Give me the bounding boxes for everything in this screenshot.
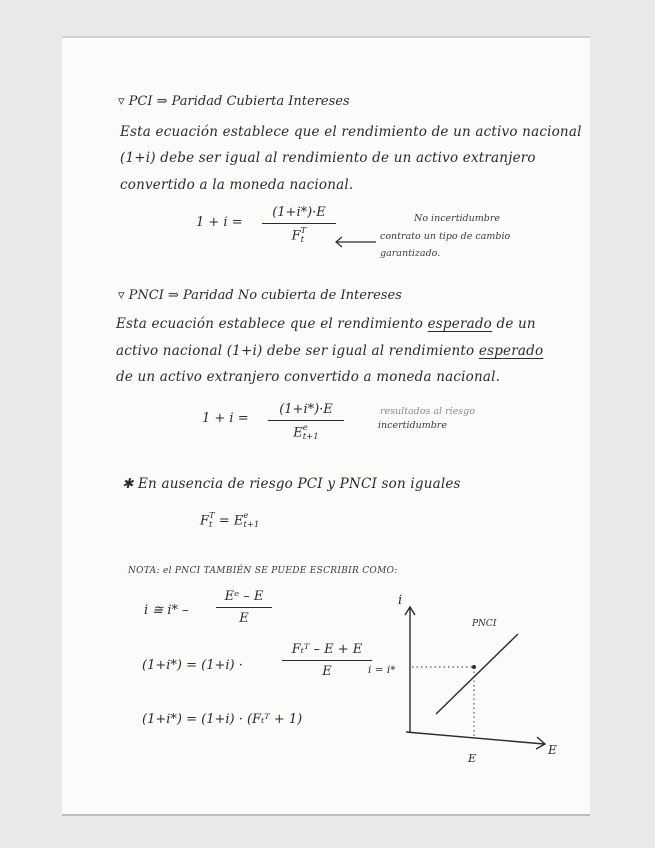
fraction-denominator: E xyxy=(239,611,249,626)
pnci-equation-denominator: E e t+1 xyxy=(293,423,319,442)
nota-formula-1-fraction xyxy=(216,589,272,626)
x-point-label: E xyxy=(468,752,477,765)
pnci-equation-fraction xyxy=(268,402,344,442)
nota-formula-2-lhs: (1+i*) = (1+i) · xyxy=(142,658,243,673)
pci-equation-lhs: 1 + i = xyxy=(196,215,243,230)
fraction-denominator: E xyxy=(322,664,332,679)
pci-heading: ▿ PCI ⇒ Paridad Cubierta Intereses xyxy=(118,94,350,109)
pci-equation-numerator: (1+i*)·E xyxy=(272,205,326,220)
pci-note-line: garantizado. xyxy=(380,248,441,259)
arrow-left-icon xyxy=(332,236,378,248)
pci-paragraph-line: Esta ecuación establece que el rendimiento de un activo nacional xyxy=(120,124,582,140)
equality-statement: ✱ En ausencia de riesgo PCI y PNCI son iguales xyxy=(122,476,461,492)
pnci-paragraph-line: de un activo extranjero convertido a moneda nacional. xyxy=(116,369,501,385)
pnci-heading: ▿ PNCI ⇒ Paridad No cubierta de Intereses xyxy=(118,288,402,303)
equality-equation: F T t = E e t+1 xyxy=(200,511,260,530)
fraction-bar xyxy=(262,223,336,224)
fraction-bar xyxy=(268,420,344,421)
fraction-numerator: Fₜᵀ – E + E xyxy=(291,642,363,657)
fraction-bar xyxy=(282,660,372,661)
nota-formula-2-fraction xyxy=(282,642,372,679)
pci-note-line: No incertidumbre xyxy=(414,213,501,224)
underlined-word: esperado xyxy=(478,343,544,359)
pci-equation-fraction xyxy=(262,205,336,245)
pnci-graph xyxy=(362,594,562,770)
pnci-curve xyxy=(436,634,518,714)
pci-paragraph-line: (1+i) debe ser igual al rendimiento de un activo extranjero xyxy=(120,150,536,166)
nota-formula-1-lhs: i ≅ i* – xyxy=(144,603,189,618)
fraction-bar xyxy=(216,607,272,608)
curve-label: PNCI xyxy=(472,619,497,629)
pci-note-line: contrato un tipo de cambio xyxy=(380,231,511,242)
y-axis-label: i xyxy=(398,594,403,608)
pnci-paragraph-line: activo nacional (1+i) debe ser igual al rendimiento esperado xyxy=(116,343,544,359)
pnci-paragraph-line: Esta ecuación establece que el rendimiento esperado de un xyxy=(116,316,536,332)
nota-heading: NOTA: el PNCI TAMBIÉN SE PUEDE ESCRIBIR COMO: xyxy=(128,566,398,576)
y-point-label: i = i* xyxy=(368,664,396,676)
pci-paragraph-line: convertido a la moneda nacional. xyxy=(120,177,354,193)
pci-equation-denominator: F T t xyxy=(291,226,307,245)
nota-formula-3: (1+i*) = (1+i) · (Fₜᵀ + 1) xyxy=(142,712,303,727)
equilibrium-point xyxy=(472,665,476,669)
x-axis xyxy=(406,732,544,744)
x-axis-label: E xyxy=(548,743,557,757)
pnci-equation-lhs: 1 + i = xyxy=(202,411,249,426)
pnci-equation-numerator: (1+i*)·E xyxy=(279,402,333,417)
pnci-note-line: incertidumbre xyxy=(378,420,447,431)
pnci-note-line: resultados al riesgo xyxy=(380,406,475,417)
notebook-page xyxy=(62,36,590,816)
fraction-numerator: Eᵉ – E xyxy=(224,589,264,604)
underlined-word: esperado xyxy=(427,316,493,332)
